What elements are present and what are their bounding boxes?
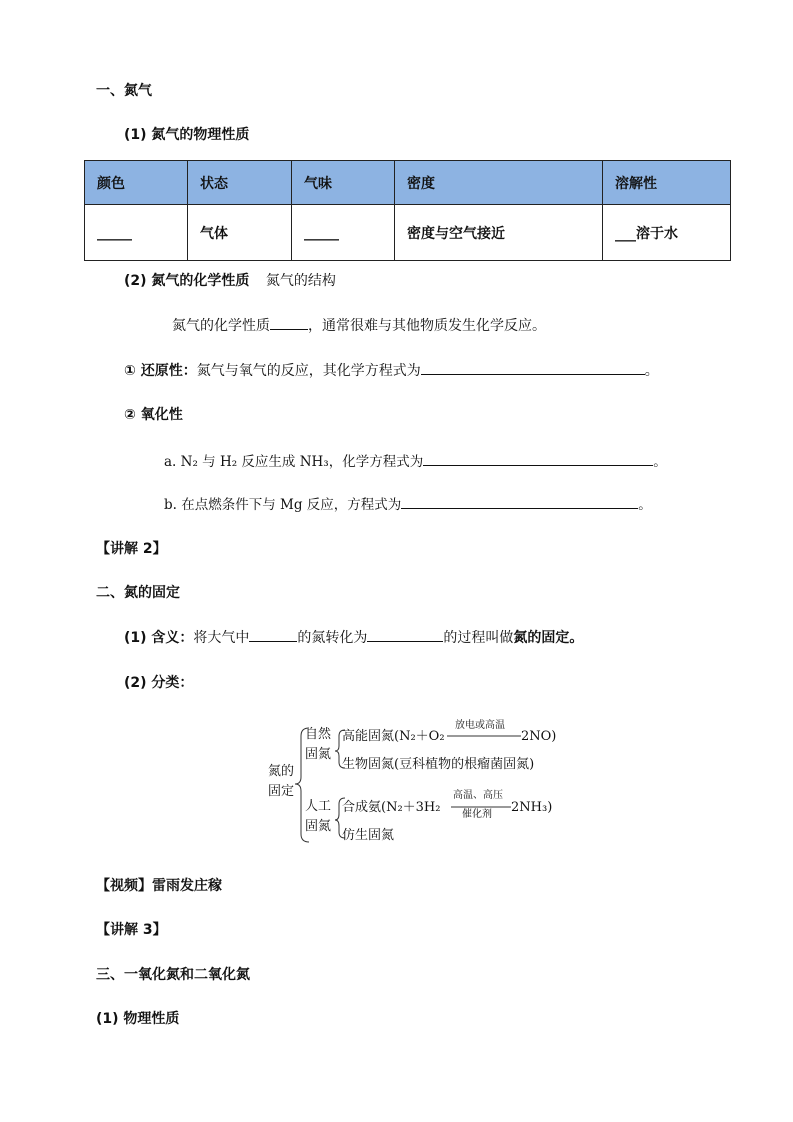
ammonia-product: 2NH₃) xyxy=(511,800,553,815)
section2-heading: 二、氮的固定 xyxy=(96,585,180,601)
cell-color: _____ xyxy=(85,205,188,261)
section1-heading: 一、氮气 xyxy=(96,83,152,99)
natural-line2: 固氮 xyxy=(305,747,332,762)
fill-blank[interactable] xyxy=(421,360,645,375)
high-energy-fixation: 高能固氮(N₂＋O₂ xyxy=(342,729,445,744)
chemical-properties-title: (2) 氮气的化学性质 xyxy=(124,273,250,289)
lecture-2-heading: 【讲解 2】 xyxy=(96,541,167,557)
high-energy-product: 2NO) xyxy=(521,729,557,744)
section3-heading: 三、一氧化氮和二氧化氮 xyxy=(96,967,250,983)
ammonia-condition-bottom: 催化剂 xyxy=(462,809,492,820)
meaning-label: (1) 含义： xyxy=(124,630,194,646)
period: 。 xyxy=(644,363,659,379)
cell-state: 气体 xyxy=(188,205,292,261)
natural-fixation-label xyxy=(305,725,331,765)
artificial-line2: 固氮 xyxy=(305,819,332,834)
meaning-line xyxy=(124,627,583,647)
ammonia-condition-top: 高温、高压 xyxy=(453,790,503,801)
reduction-text: 氮气与氧气的反应，其化学方程式为 xyxy=(196,363,421,379)
chemical-properties-line xyxy=(124,270,336,290)
physical-properties-table xyxy=(84,160,731,261)
oxidation-label: ② 氧化性 xyxy=(124,407,183,423)
reduction-label: ① 还原性： xyxy=(124,363,197,379)
header-density: 密度 xyxy=(395,161,603,205)
item-a-line xyxy=(164,450,667,470)
chem-line-post: ，通常很难与其他物质发生化学反应。 xyxy=(308,318,546,334)
reduction-line xyxy=(124,360,659,380)
header-odor: 气味 xyxy=(292,161,395,205)
fill-blank[interactable] xyxy=(249,627,297,642)
biological-fixation: 生物固氮(豆科植物的根瘤菌固氮) xyxy=(342,757,535,772)
meaning-part2: 的氮转化为 xyxy=(297,630,368,646)
chem-line-pre: 氮气的化学性质 xyxy=(172,318,270,334)
classification-label: (2) 分类： xyxy=(124,675,194,691)
cell-odor: _____ xyxy=(292,205,395,261)
meaning-part3: 的过程叫做 xyxy=(443,630,514,646)
item-a-text: a. N₂ 与 H₂ 反应生成 NH₃，化学方程式为 xyxy=(164,454,424,470)
fill-blank[interactable] xyxy=(367,627,443,642)
structure-label: 氮气的结构 xyxy=(265,273,336,289)
lecture-3-heading: 【讲解 3】 xyxy=(96,922,167,938)
header-solubility: 溶解性 xyxy=(603,161,731,205)
video-heading: 【视频】雷雨发庄稼 xyxy=(96,878,222,894)
biomimetic-fixation: 仿生固氮 xyxy=(342,828,395,843)
ammonia-synthesis: 合成氨(N₂＋3H₂ xyxy=(342,800,441,815)
item-b-text: b. 在点燃条件下与 Mg 反应，方程式为 xyxy=(164,497,402,513)
nitrogen-fixation-diagram xyxy=(265,722,565,846)
cell-density: 密度与空气接近 xyxy=(395,205,603,261)
meaning-part1: 将大气中 xyxy=(193,630,250,646)
chem-property-sentence xyxy=(172,315,546,335)
period: 。 xyxy=(653,454,667,470)
artificial-line1: 人工 xyxy=(305,799,332,814)
fill-blank[interactable] xyxy=(423,451,653,466)
artificial-fixation-label xyxy=(305,797,331,837)
root-line2: 固定 xyxy=(268,784,295,799)
meaning-bold: 氮的固定。 xyxy=(513,630,584,646)
high-energy-condition: 放电或高温 xyxy=(455,720,505,731)
table-row xyxy=(85,205,731,261)
cell-solubility: ___溶于水 xyxy=(603,205,731,261)
nitrogen-oxides-physical-title: (1) 物理性质 xyxy=(96,1011,180,1027)
root-line1: 氮的 xyxy=(268,764,295,779)
header-state: 状态 xyxy=(188,161,292,205)
natural-line1: 自然 xyxy=(305,727,332,742)
fill-blank[interactable] xyxy=(270,315,308,330)
physical-properties-title: (1) 氮气的物理性质 xyxy=(124,127,250,143)
header-color: 颜色 xyxy=(85,161,188,205)
period: 。 xyxy=(638,497,652,513)
fill-blank[interactable] xyxy=(401,494,638,509)
item-b-line xyxy=(164,493,652,513)
table-header-row xyxy=(85,161,731,205)
